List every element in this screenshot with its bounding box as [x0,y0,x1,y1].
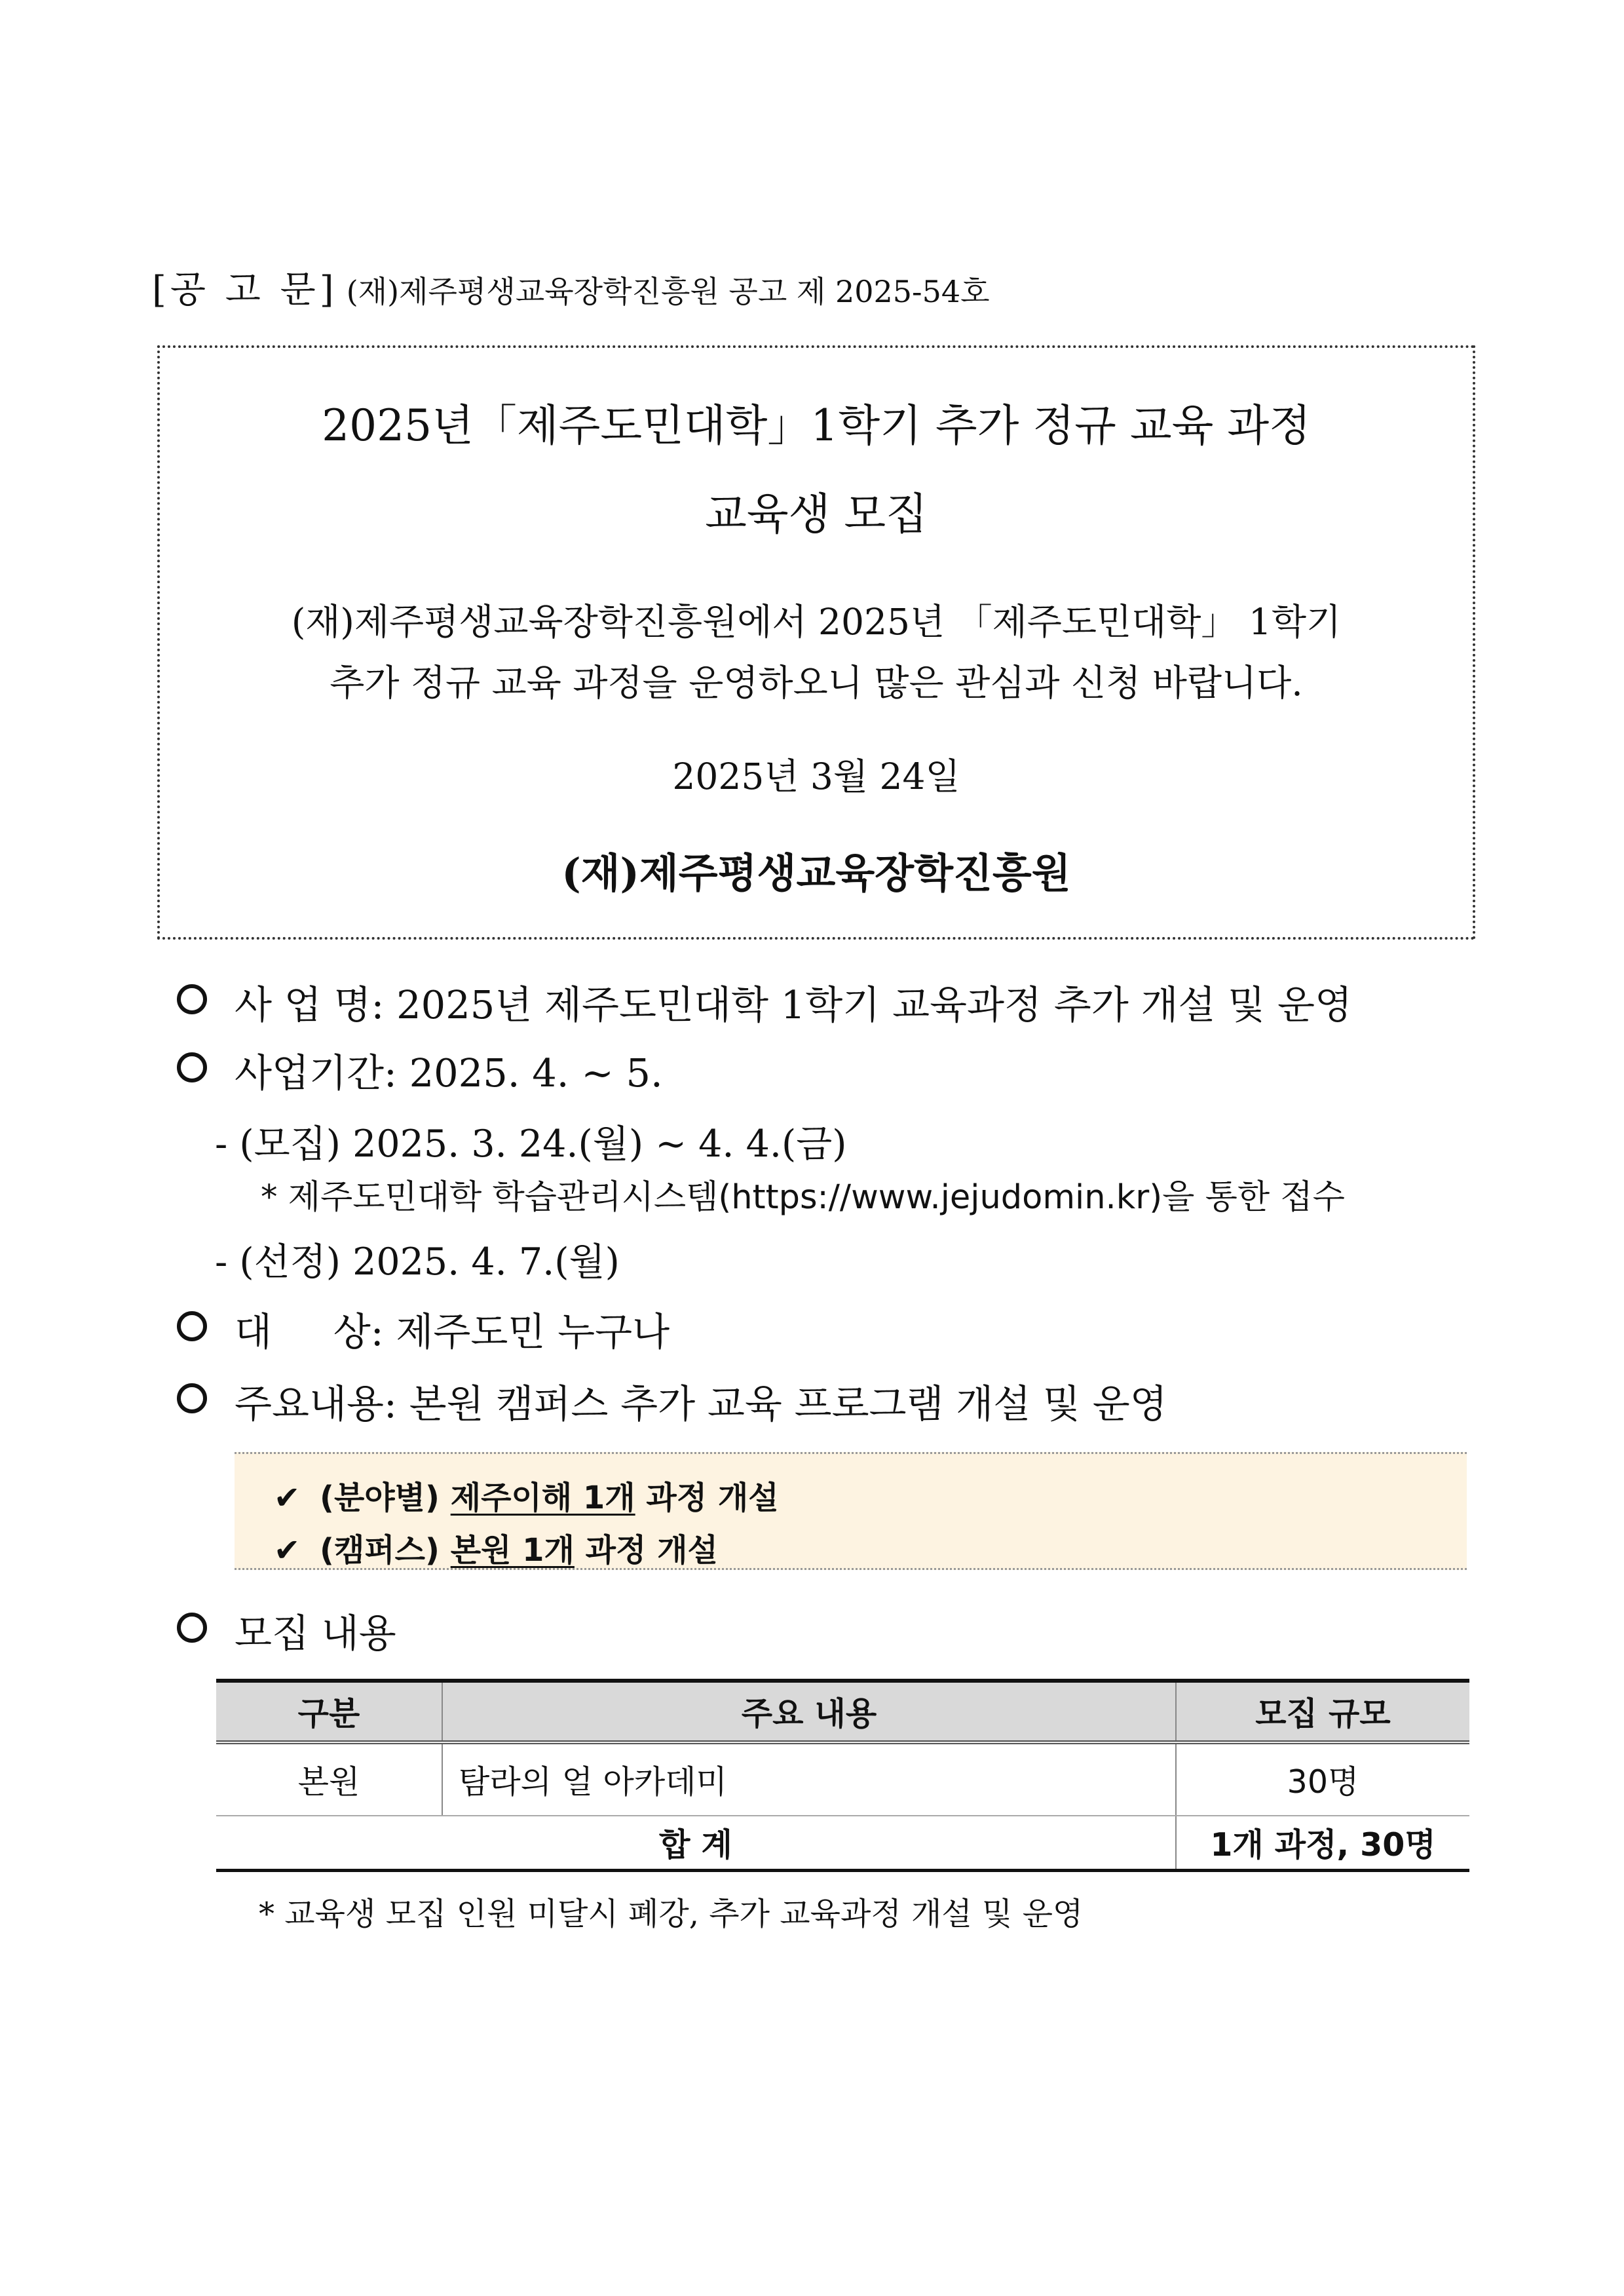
notice-body-line-2: 추가 정규 교육 과정을 운영하오니 많은 관심과 신청 바랍니다. [330,662,1303,704]
table-total-value: 1개 과정, 30명 [1176,1816,1469,1871]
notice-title: 2025년「제주도민대학」1학기 추가 정규 교육 과정 [322,400,1311,451]
notice-label: [공 고 문] [152,269,338,311]
highlight-rest: 과정 개설 [646,1480,779,1516]
circle-bullet-icon [177,1052,207,1082]
checkmark-icon: ✔ [274,1480,301,1516]
notice-body-line-1: (재)제주평생교육장학진흥원에서 2025년 「제주도민대학」 1학기 [291,601,1342,643]
recruit-content-item [177,1602,396,1658]
table-cell-content: 탐라의 얼 아카데미 [442,1742,1176,1816]
table-header-size: 모집 규모 [1176,1681,1469,1742]
notice-date: 2025년 3월 24일 [672,756,960,797]
highlight-line-1 [274,1472,779,1518]
highlight-line-2 [274,1525,718,1570]
target-item [177,1301,670,1356]
highlight-rest: 과정 개설 [585,1532,718,1569]
main-content-text: 주요내용: 본원 캠퍼스 추가 교육 프로그램 개설 및 운영 [235,1381,1167,1426]
notice-subtitle: 교육생 모집 [705,489,928,539]
notice-header [152,261,990,311]
recruit-note: * 제주도민대학 학습관리시스템(https://www.jejudomin.kr)을 통한 접수 [261,1178,1345,1217]
notice-box [157,345,1475,940]
highlight-underlined: 본원 1개 [450,1532,575,1569]
main-content-item [177,1373,1167,1428]
recruit-content-heading: 모집 내용 [235,1611,396,1656]
highlight-tag: (분야별) [320,1480,440,1516]
highlight-tag: (캠퍼스) [320,1532,440,1569]
notice-number: (재)제주평생교육장학진흥원 공고 제 2025-54호 [346,274,990,309]
highlight-box [235,1452,1467,1570]
period-item [177,1042,663,1098]
selection-date: - (선정) 2025. 4. 7.(월) [215,1240,620,1284]
table-total-label: 합 계 [216,1816,1176,1871]
recruit-period: - (모집) 2025. 3. 24.(월) ~ 4. 4.(금) [215,1122,847,1166]
table-row [216,1742,1469,1816]
business-name-item [177,974,1352,1029]
highlight-underlined: 제주이해 1개 [450,1480,635,1516]
recruitment-table [216,1679,1469,1872]
circle-bullet-icon [177,1613,207,1643]
business-name-text: 사 업 명: 2025년 제주도민대학 1학기 교육과정 추가 개설 및 운영 [235,982,1352,1027]
circle-bullet-icon [177,984,207,1014]
table-header-category: 구분 [216,1681,442,1742]
circle-bullet-icon [177,1383,207,1413]
checkmark-icon: ✔ [274,1532,301,1569]
circle-bullet-icon [177,1311,207,1341]
footnote: * 교육생 모집 인원 미달시 폐강, 추가 교육과정 개설 및 운영 [259,1896,1084,1932]
period-text: 사업기간: 2025. 4. ~ 5. [235,1050,663,1096]
table-total-row [216,1816,1469,1871]
notice-issuer: (재)제주평생교육장학진흥원 [561,849,1071,897]
target-text: 대 상: 제주도민 누구나 [235,1309,670,1354]
table-cell-size: 30명 [1176,1742,1469,1816]
table-header-row [216,1681,1469,1742]
table-header-content: 주요 내용 [442,1681,1176,1742]
table-cell-category: 본원 [216,1742,442,1816]
